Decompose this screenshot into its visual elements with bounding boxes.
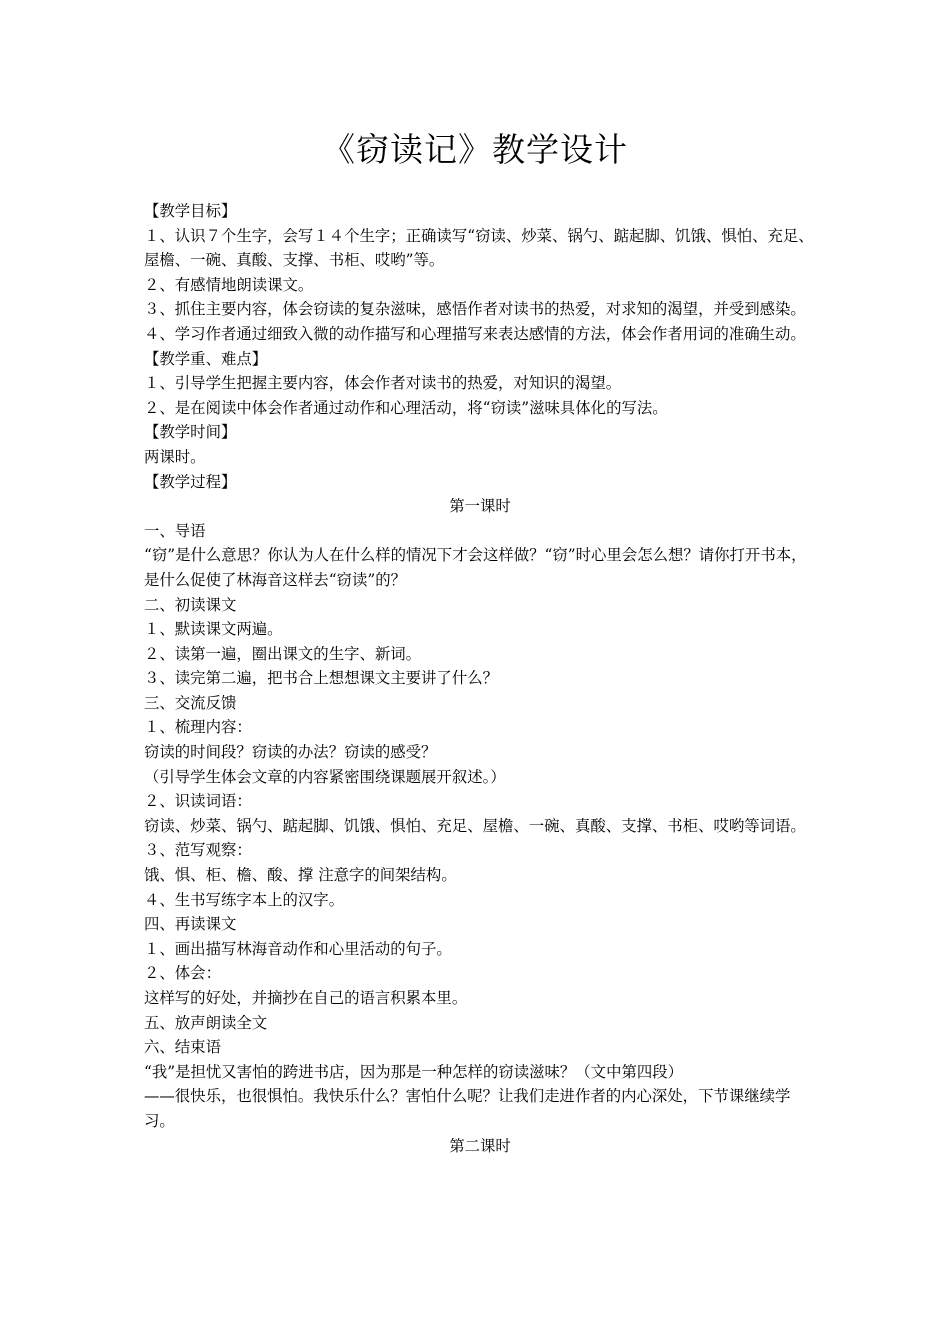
text-line: 【教学时间】 <box>144 423 237 442</box>
text-line: 二、初读课文 <box>144 595 237 614</box>
text-line: 四、再读课文 <box>144 915 237 934</box>
text-line: 一、导语 <box>144 521 206 540</box>
text-line: ２、是在阅读中体会作者通过动作和心理活动，将“窃读”滋味具体化的写法。 <box>144 398 668 417</box>
text-line: １、默读课文两遍。 <box>144 620 283 639</box>
text-line: 三、交流反馈 <box>144 693 237 712</box>
text-line: 【教学重、难点】 <box>144 349 268 368</box>
text-line: ——很快乐，也很惧怕。我快乐什么？害怕什么呢？让我们走进作者的内心深处，下节课继续学习。 <box>144 1087 791 1130</box>
text-line: １、认识７个生字，会写１４个生字；正确读写“窃读、炒菜、锅勺、踮起脚、饥饿、惧怕、充足、屋檐、一碗、真酸、支撑、书柜、哎哟”等。 <box>144 226 814 270</box>
document-title: 《窃读记》教学设计 <box>322 130 628 169</box>
text-line: 这样写的好处，并摘抄在自己的语言积累本里。 <box>144 989 468 1007</box>
text-line: 窃读、炒菜、锅勺、踮起脚、饥饿、惧怕、充足、屋檐、一碗、真酸、支撑、书柜、哎哟等词语。 <box>144 816 806 835</box>
text-line: 【教学目标】 <box>144 202 237 220</box>
text-line: ２、读第一遍，圈出课文的生字、新词。 <box>144 644 422 663</box>
text-line: ２、识读词语： <box>144 792 252 811</box>
text-line: ４、生书写练字本上的汉字。 <box>144 890 345 909</box>
text-line: 窃读的时间段？窃读的办法？窃读的感受？ <box>144 743 437 762</box>
section-heading: 第一课时 <box>449 497 511 516</box>
text-line: （引导学生体会文章的内容紧密围绕课题展开叙述。） <box>144 767 506 786</box>
text-line: ３、读完第二遍，把书合上想想课文主要讲了什么？ <box>144 669 498 688</box>
text-line: ２、体会： <box>144 964 221 983</box>
text-line: 饿、惧、柜、檐、酸、撑 注意字的间架结构。 <box>144 866 457 885</box>
text-line: ３、抓住主要内容，体会窃读的复杂滋味，感悟作者对读书的热爱，对求知的渴望，并受到感染。 <box>144 300 806 319</box>
text-line: １、梳理内容： <box>144 718 252 737</box>
text-line: 六、结束语 <box>144 1038 221 1057</box>
section-heading: 第二课时 <box>449 1136 511 1155</box>
text-line: ２、有感情地朗读课文。 <box>144 275 314 294</box>
text-line: ３、范写观察： <box>144 841 252 860</box>
text-line: 五、放声朗读全文 <box>144 1013 268 1032</box>
text-line: １、画出描写林海音动作和心里活动的句子。 <box>144 939 452 958</box>
text-line: 两课时。 <box>144 447 206 466</box>
text-line: １、引导学生把握主要内容，体会作者对读书的热爱，对知识的渴望。 <box>144 374 622 393</box>
text-line: 【教学过程】 <box>144 472 237 491</box>
text-line: “窃”是什么意思？你认为人在什么样的情况下才会这样做？“窃”时心里会怎么想？请你打开书本，是什么促使了林海音这样去“窃读”的？ <box>144 546 807 589</box>
text-line: “我”是担忧又害怕的跨进书店，因为那是一种怎样的窃读滋味？（文中第四段） <box>144 1062 684 1081</box>
text-line: ４、学习作者通过细致入微的动作描写和心理描写来表达感情的方法，体会作者用词的准确生动。 <box>144 324 806 343</box>
document-body <box>144 199 816 1158</box>
